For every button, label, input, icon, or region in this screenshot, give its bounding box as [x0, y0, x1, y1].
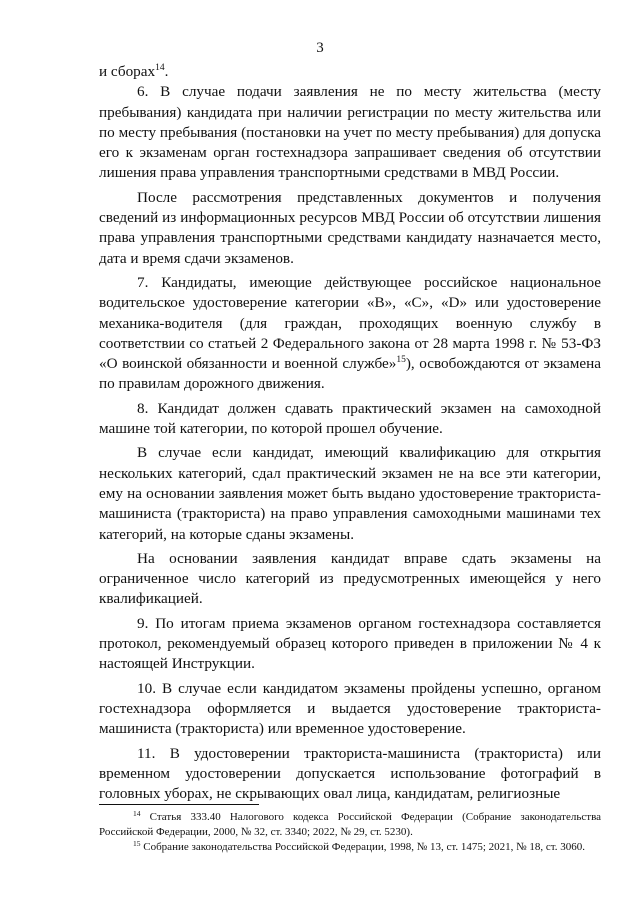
- paragraph-10: 10. В случае если кандидатом экзамены пройдены успешно, органом гостехнадзора оформляется и выдается удостоверение тракториста-машиниста (тракториста) или временное удостоверение.: [99, 679, 601, 738]
- paragraph-tail: .: [164, 63, 169, 80]
- paragraph-8-additional: На основании заявления кандидат вправе сдать экзамены на ограниченное число категорий из предусмотренных имеющейся у него квалификацией.: [99, 549, 601, 608]
- paragraph-9: 9. По итогам приема экзаменов органом гостехнадзора составляется протокол, рекомендуемый образец которого приведен в приложении № 4 к настоящей Инструкции.: [99, 614, 601, 673]
- footnote-ref-15[interactable]: 15: [396, 355, 406, 366]
- footnote-14: [99, 810, 601, 840]
- paragraph-6: 6. В случае подачи заявления не по месту жительства (месту пребывания) кандидата при наличии регистрации по месту жительства или по месту пребывания (постановки на учет по месту пребывания) для допуска его к экзаменам орган гостехнадзора запрашивает сведения об отсутствии лишения права управления транспортными средствами в МВД России.: [99, 83, 601, 182]
- paragraph-fragment: [99, 62, 601, 82]
- paragraph-8: 8. Кандидат должен сдавать практический экзамен на самоходной машине той категории, по которой прошел обучение.: [99, 399, 601, 438]
- page-number: 3: [316, 40, 324, 56]
- paragraph-text: 7. Кандидаты, имеющие действующее российское национальное водительское удостоверение категории «B», «C», «D» или удостоверение механика-водителя (для граждан, проходящих военную службу в соответствии со статьей 2 Федерального закона от 28 марта 1998 г. № 53-ФЗ «О воинской обязанности и военной службе»: [99, 273, 601, 373]
- footnote-15: [99, 840, 601, 855]
- paragraph-11: 11. В удостоверении тракториста-машиниста (тракториста) или временном удостоверении допускается использование фотографий в головных уборах, не скрывающих овал лица, кандидатам, религиозные: [99, 744, 601, 803]
- paragraph-text: и сборах: [99, 63, 156, 80]
- footnote-text: Собрание законодательства Российской Федерации, 1998, № 13, ст. 1475; 2021, № 18, ст. 3060.: [143, 841, 585, 853]
- paragraph-6-continued: После рассмотрения представленных документов и получения сведений из информационных ресурсов МВД России об отсутствии лишения права управления транспортными средствами кандидату назначается место, дата и время сдачи экзаменов.: [99, 188, 601, 267]
- paragraph-7: [99, 273, 601, 395]
- footnote-ref-14[interactable]: 14: [155, 63, 165, 73]
- footnote-separator: [99, 804, 259, 805]
- footnote-number: 15: [133, 839, 141, 848]
- document-body: [99, 62, 601, 804]
- footnotes: [99, 810, 601, 855]
- paragraph-8-continued: В случае если кандидат, имеющий квалификацию для открытия нескольких категорий, сдал практический экзамен не на все эти категории, ему на основании заявления может быть выдано удостоверение тракториста-машиниста (тракториста) на право управления самоходными машинами тех категорий, на которые сданы экзамены.: [99, 444, 601, 543]
- footnote-text: Статья 333.40 Налогового кодекса Российской Федерации (Собрание законодательства Российской Федерации, 2000, № 32, ст. 3340; 2022, № 29, ст. 5230).: [99, 811, 601, 838]
- paragraph-tail: ), освобождаются от экзамена по правилам дорожного движения.: [99, 355, 602, 393]
- footnote-number: 14: [133, 809, 141, 818]
